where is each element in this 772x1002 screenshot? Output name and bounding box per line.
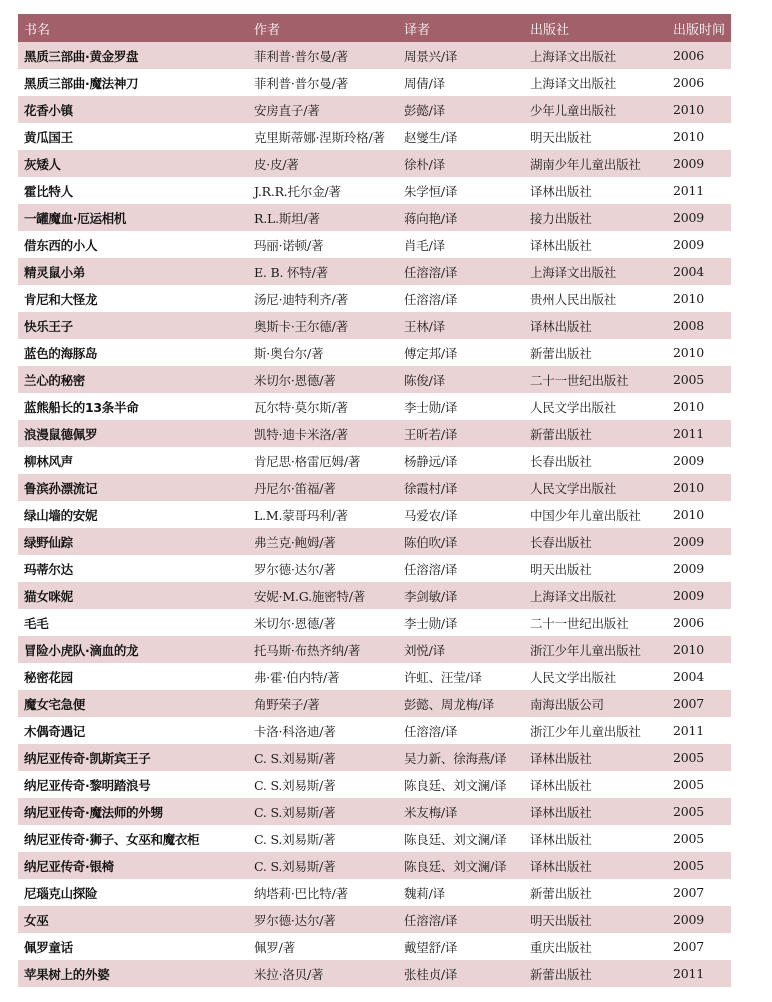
- table-row: [18, 906, 731, 933]
- author-cell: 米切尔·恩德/著: [248, 609, 398, 636]
- author-cell: 丹尼尔·笛福/著: [248, 474, 398, 501]
- year-cell: 2008: [667, 312, 731, 339]
- table-row: [18, 69, 731, 96]
- author-cell: C. S.刘易斯/著: [248, 744, 398, 771]
- year-cell: 2011: [667, 717, 731, 744]
- author-cell: 米拉·洛贝/著: [248, 960, 398, 987]
- translator-cell: 王林/译: [398, 312, 524, 339]
- publisher-cell: 新蕾出版社: [524, 339, 667, 366]
- author-cell: L.M.蒙哥玛利/著: [248, 501, 398, 528]
- year-cell: 2009: [667, 150, 731, 177]
- author-cell: 托马斯·布热齐纳/著: [248, 636, 398, 663]
- publisher-cell: 译林出版社: [524, 744, 667, 771]
- translator-cell: 陈俊/译: [398, 366, 524, 393]
- book-title-cell: 快乐王子: [18, 312, 248, 339]
- book-title-cell: 纳尼亚传奇·魔法师的外甥: [18, 798, 248, 825]
- table-body: [18, 42, 731, 987]
- publisher-cell: 译林出版社: [524, 177, 667, 204]
- year-cell: 2009: [667, 231, 731, 258]
- translator-cell: 戴望舒/译: [398, 933, 524, 960]
- translator-cell: 朱学恒/译: [398, 177, 524, 204]
- table-row: [18, 690, 731, 717]
- translator-cell: 徐霞村/译: [398, 474, 524, 501]
- author-cell: R.L.斯坦/著: [248, 204, 398, 231]
- author-cell: 菲利普·普尔曼/著: [248, 69, 398, 96]
- year-cell: 2010: [667, 393, 731, 420]
- publisher-cell: 长春出版社: [524, 447, 667, 474]
- year-cell: 2004: [667, 258, 731, 285]
- translator-cell: 周景兴/译: [398, 42, 524, 69]
- translator-cell: 任溶溶/译: [398, 258, 524, 285]
- author-cell: 菲利普·普尔曼/著: [248, 42, 398, 69]
- header-translator: 译者: [398, 14, 524, 42]
- book-title-cell: 黄瓜国王: [18, 123, 248, 150]
- year-cell: 2010: [667, 474, 731, 501]
- author-cell: 斯·奥台尔/著: [248, 339, 398, 366]
- book-title-cell: 精灵鼠小弟: [18, 258, 248, 285]
- year-cell: 2005: [667, 825, 731, 852]
- translator-cell: 王昕若/译: [398, 420, 524, 447]
- year-cell: 2006: [667, 69, 731, 96]
- publisher-cell: 湖南少年儿童出版社: [524, 150, 667, 177]
- translator-cell: 傅定邦/译: [398, 339, 524, 366]
- table-row: [18, 582, 731, 609]
- book-title-cell: 纳尼亚传奇·凯斯宾王子: [18, 744, 248, 771]
- header-row: [18, 14, 731, 42]
- book-title-cell: 花香小镇: [18, 96, 248, 123]
- year-cell: 2010: [667, 636, 731, 663]
- translator-cell: 刘悦/译: [398, 636, 524, 663]
- book-title-cell: 秘密花园: [18, 663, 248, 690]
- author-cell: C. S.刘易斯/著: [248, 852, 398, 879]
- publisher-cell: 浙江少年儿童出版社: [524, 717, 667, 744]
- author-cell: 瓦尔特·莫尔斯/著: [248, 393, 398, 420]
- book-title-cell: 浪漫鼠德佩罗: [18, 420, 248, 447]
- year-cell: 2010: [667, 285, 731, 312]
- publisher-cell: 二十一世纪出版社: [524, 609, 667, 636]
- book-title-cell: 猫女咪妮: [18, 582, 248, 609]
- publisher-cell: 明天出版社: [524, 555, 667, 582]
- publisher-cell: 重庆出版社: [524, 933, 667, 960]
- publisher-cell: 二十一世纪出版社: [524, 366, 667, 393]
- table-row: [18, 744, 731, 771]
- publisher-cell: 贵州人民出版社: [524, 285, 667, 312]
- table-row: [18, 825, 731, 852]
- translator-cell: 彭懿、周龙梅/译: [398, 690, 524, 717]
- table-row: [18, 960, 731, 987]
- table-row: [18, 717, 731, 744]
- publisher-cell: 新蕾出版社: [524, 960, 667, 987]
- translator-cell: 蒋向艳/译: [398, 204, 524, 231]
- year-cell: 2006: [667, 609, 731, 636]
- book-title-cell: 兰心的秘密: [18, 366, 248, 393]
- book-title-cell: 一罐魔血·厄运相机: [18, 204, 248, 231]
- translator-cell: 魏莉/译: [398, 879, 524, 906]
- book-title-cell: 鲁滨孙漂流记: [18, 474, 248, 501]
- book-title-cell: 魔女宅急便: [18, 690, 248, 717]
- publisher-cell: 新蕾出版社: [524, 420, 667, 447]
- year-cell: 2009: [667, 555, 731, 582]
- book-title-cell: 女巫: [18, 906, 248, 933]
- author-cell: 克里斯蒂娜·涅斯玲格/著: [248, 123, 398, 150]
- translator-cell: 周倩/译: [398, 69, 524, 96]
- year-cell: 2010: [667, 339, 731, 366]
- author-cell: 弗兰克·鲍姆/著: [248, 528, 398, 555]
- header-title: 书名: [18, 14, 248, 42]
- translator-cell: 陈良廷、刘文澜/译: [398, 825, 524, 852]
- table-row: [18, 555, 731, 582]
- table-row: [18, 177, 731, 204]
- table-row: [18, 339, 731, 366]
- table-row: [18, 447, 731, 474]
- table-row: [18, 231, 731, 258]
- author-cell: 安妮·M.G.施密特/著: [248, 582, 398, 609]
- translator-cell: 徐朴/译: [398, 150, 524, 177]
- table-row: [18, 852, 731, 879]
- author-cell: 汤尼·迪特利齐/著: [248, 285, 398, 312]
- table-row: [18, 528, 731, 555]
- header-author: 作者: [248, 14, 398, 42]
- table-row: [18, 150, 731, 177]
- publisher-cell: 新蕾出版社: [524, 879, 667, 906]
- translator-cell: 陈伯吹/译: [398, 528, 524, 555]
- translator-cell: 任溶溶/译: [398, 555, 524, 582]
- year-cell: 2004: [667, 663, 731, 690]
- year-cell: 2006: [667, 42, 731, 69]
- year-cell: 2007: [667, 933, 731, 960]
- table-row: [18, 258, 731, 285]
- table-row: [18, 420, 731, 447]
- header-publisher: 出版社: [524, 14, 667, 42]
- author-cell: C. S.刘易斯/著: [248, 771, 398, 798]
- table-row: [18, 636, 731, 663]
- publisher-cell: 译林出版社: [524, 825, 667, 852]
- table-row: [18, 501, 731, 528]
- translator-cell: 赵燮生/译: [398, 123, 524, 150]
- author-cell: 弗·霍·伯内特/著: [248, 663, 398, 690]
- publisher-cell: 少年儿童出版社: [524, 96, 667, 123]
- translator-cell: 张桂贞/译: [398, 960, 524, 987]
- publisher-cell: 上海译文出版社: [524, 42, 667, 69]
- publisher-cell: 上海译文出版社: [524, 258, 667, 285]
- author-cell: 凯特·迪卡米洛/著: [248, 420, 398, 447]
- book-title-cell: 肯尼和大怪龙: [18, 285, 248, 312]
- book-table: [18, 14, 731, 987]
- book-title-cell: 纳尼亚传奇·黎明踏浪号: [18, 771, 248, 798]
- author-cell: 纳塔莉·巴比特/著: [248, 879, 398, 906]
- publisher-cell: 上海译文出版社: [524, 582, 667, 609]
- book-title-cell: 冒险小虎队·滴血的龙: [18, 636, 248, 663]
- translator-cell: 陈良廷、刘文澜/译: [398, 852, 524, 879]
- header-year: 出版时间: [667, 14, 731, 42]
- publisher-cell: 人民文学出版社: [524, 474, 667, 501]
- year-cell: 2011: [667, 420, 731, 447]
- translator-cell: 米友梅/译: [398, 798, 524, 825]
- publisher-cell: 南海出版公司: [524, 690, 667, 717]
- publisher-cell: 译林出版社: [524, 312, 667, 339]
- book-title-cell: 佩罗童话: [18, 933, 248, 960]
- year-cell: 2007: [667, 690, 731, 717]
- year-cell: 2010: [667, 96, 731, 123]
- author-cell: 安房直子/著: [248, 96, 398, 123]
- year-cell: 2005: [667, 366, 731, 393]
- table-row: [18, 366, 731, 393]
- publisher-cell: 人民文学出版社: [524, 663, 667, 690]
- author-cell: J.R.R.托尔金/著: [248, 177, 398, 204]
- translator-cell: 彭懿/译: [398, 96, 524, 123]
- year-cell: 2009: [667, 204, 731, 231]
- book-title-cell: 借东西的小人: [18, 231, 248, 258]
- table-row: [18, 42, 731, 69]
- book-title-cell: 苹果树上的外婆: [18, 960, 248, 987]
- author-cell: E. B. 怀特/著: [248, 258, 398, 285]
- book-title-cell: 尼瑙克山探险: [18, 879, 248, 906]
- year-cell: 2005: [667, 852, 731, 879]
- author-cell: 肯尼思·格雷厄姆/著: [248, 447, 398, 474]
- year-cell: 2009: [667, 906, 731, 933]
- author-cell: C. S.刘易斯/著: [248, 825, 398, 852]
- translator-cell: 许虹、汪莹/译: [398, 663, 524, 690]
- book-title-cell: 黑质三部曲·魔法神刀: [18, 69, 248, 96]
- table-row: [18, 609, 731, 636]
- book-title-cell: 绿野仙踪: [18, 528, 248, 555]
- translator-cell: 李剑敏/译: [398, 582, 524, 609]
- author-cell: 罗尔德·达尔/著: [248, 906, 398, 933]
- author-cell: 卡洛·科洛迪/著: [248, 717, 398, 744]
- year-cell: 2010: [667, 123, 731, 150]
- publisher-cell: 长春出版社: [524, 528, 667, 555]
- publisher-cell: 译林出版社: [524, 231, 667, 258]
- table-row: [18, 96, 731, 123]
- table-row: [18, 933, 731, 960]
- year-cell: 2011: [667, 960, 731, 987]
- book-title-cell: 毛毛: [18, 609, 248, 636]
- table-row: [18, 798, 731, 825]
- table-row: [18, 474, 731, 501]
- book-title-cell: 玛蒂尔达: [18, 555, 248, 582]
- book-title-cell: 纳尼亚传奇·银椅: [18, 852, 248, 879]
- translator-cell: 任溶溶/译: [398, 717, 524, 744]
- publisher-cell: 译林出版社: [524, 798, 667, 825]
- table-row: [18, 393, 731, 420]
- author-cell: 玛丽·诺顿/著: [248, 231, 398, 258]
- translator-cell: 任溶溶/译: [398, 285, 524, 312]
- book-list: [18, 14, 731, 987]
- book-title-cell: 纳尼亚传奇·狮子、女巫和魔衣柜: [18, 825, 248, 852]
- author-cell: 罗尔德·达尔/著: [248, 555, 398, 582]
- book-title-cell: 绿山墙的安妮: [18, 501, 248, 528]
- year-cell: 2011: [667, 177, 731, 204]
- table-row: [18, 663, 731, 690]
- table-header: [18, 14, 731, 42]
- book-title-cell: 灰矮人: [18, 150, 248, 177]
- publisher-cell: 接力出版社: [524, 204, 667, 231]
- translator-cell: 马爱农/译: [398, 501, 524, 528]
- book-title-cell: 黑质三部曲·黄金罗盘: [18, 42, 248, 69]
- table-row: [18, 771, 731, 798]
- publisher-cell: 明天出版社: [524, 906, 667, 933]
- author-cell: 奥斯卡·王尔德/著: [248, 312, 398, 339]
- publisher-cell: 中国少年儿童出版社: [524, 501, 667, 528]
- year-cell: 2005: [667, 798, 731, 825]
- author-cell: 米切尔·恩德/著: [248, 366, 398, 393]
- publisher-cell: 译林出版社: [524, 852, 667, 879]
- author-cell: 皮·皮/著: [248, 150, 398, 177]
- publisher-cell: 明天出版社: [524, 123, 667, 150]
- table-row: [18, 204, 731, 231]
- translator-cell: 吴力新、徐海燕/译: [398, 744, 524, 771]
- publisher-cell: 译林出版社: [524, 771, 667, 798]
- year-cell: 2010: [667, 501, 731, 528]
- year-cell: 2009: [667, 528, 731, 555]
- year-cell: 2005: [667, 744, 731, 771]
- year-cell: 2007: [667, 879, 731, 906]
- translator-cell: 任溶溶/译: [398, 906, 524, 933]
- book-title-cell: 柳林风声: [18, 447, 248, 474]
- publisher-cell: 人民文学出版社: [524, 393, 667, 420]
- book-title-cell: 蓝色的海豚岛: [18, 339, 248, 366]
- year-cell: 2005: [667, 771, 731, 798]
- table-row: [18, 285, 731, 312]
- book-title-cell: 霍比特人: [18, 177, 248, 204]
- table-row: [18, 879, 731, 906]
- table-row: [18, 123, 731, 150]
- translator-cell: 李士勋/译: [398, 393, 524, 420]
- author-cell: 佩罗/著: [248, 933, 398, 960]
- translator-cell: 杨静远/译: [398, 447, 524, 474]
- publisher-cell: 浙江少年儿童出版社: [524, 636, 667, 663]
- translator-cell: 李士勋/译: [398, 609, 524, 636]
- translator-cell: 陈良廷、刘文澜/译: [398, 771, 524, 798]
- translator-cell: 肖毛/译: [398, 231, 524, 258]
- publisher-cell: 上海译文出版社: [524, 69, 667, 96]
- year-cell: 2009: [667, 582, 731, 609]
- author-cell: 角野荣子/著: [248, 690, 398, 717]
- year-cell: 2009: [667, 447, 731, 474]
- author-cell: C. S.刘易斯/著: [248, 798, 398, 825]
- book-title-cell: 木偶奇遇记: [18, 717, 248, 744]
- table-row: [18, 312, 731, 339]
- book-title-cell: 蓝熊船长的13条半命: [18, 393, 248, 420]
